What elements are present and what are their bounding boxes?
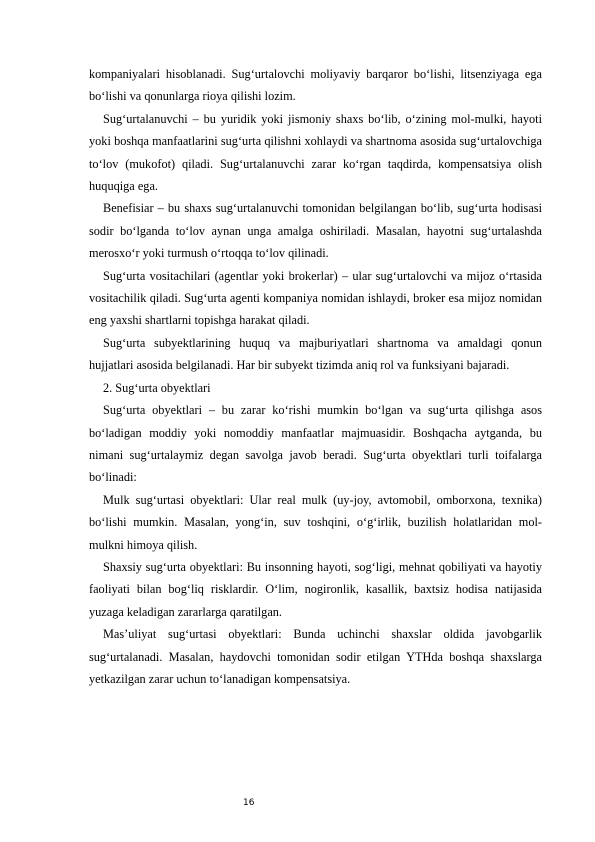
section-heading: 2. Sug‘urta obyektlari [103, 380, 211, 395]
paragraph-insured-party: Sug‘urtalanuvchi – bu yuridik yoki jismoniy shaxs bo‘lib, o‘zining mol-mulki, hayoti yoki boshqa manfaatlarini sug‘urta qilishni xohlaydi va shartnoma asosida sug‘urtalovchiga to‘lov (mukofot) qiladi. Sug‘urtalanuvchi zarar ko‘rgan taqdirda, kompensatsiya olish huquqiga ega. [89, 111, 542, 194]
paragraph-personal-insurance: Shaxsiy sug‘urta obyektlari: Bu insonning hayoti, sog‘ligi, mehnat qobiliyati va hayotiy faoliyati bilan bog‘liq risklardir. O‘lim, nogironlik, kasallik, baxtsiz hodisa natijasida yuzaga keladigan zararlarga qaratilgan. [89, 559, 542, 619]
paragraph-rights-obligations: Sug‘urta subyektlarining huquq va majburiyatlari shartnoma va amaldagi qonun hujjatlari asosida belgilanadi. Har bir subyekt tizimda aniq rol va funksiyani bajaradi. [89, 335, 542, 373]
paragraph-property-insurance: Mulk sug‘urtasi obyektlari: Ular real mulk (uy-joy, avtomobil, omborxona, texnika) bo‘lishi mumkin. Masalan, yong‘in, suv toshqini, o‘g‘irlik, buzilish holatlaridan mol-mulkni himoya qilish. [89, 492, 542, 552]
page-number: 16 [243, 798, 255, 808]
paragraph-liability-insurance: Mas’uliyat sug‘urtasi obyektlari: Bunda uchinchi shaxslar oldida javobgarlik sug‘urtalanadi. Masalan, haydovchi tomonidan sodir etilgan YTHda boshqa shaxslarga yetkazilgan zarar uchun to‘lanadigan kompensatsiya. [89, 627, 542, 686]
paragraph-beneficiary: Benefisiar – bu shaxs sug‘urtalanuvchi tomonidan belgilangan bo‘lib, sug‘urta hodisasi sodir bo‘lganda to‘lov aynan unga amalga oshiriladi. Masalan, hayotni sug‘urtalashda merosxo‘r yoki turmush o‘rtoqqa to‘lov qilinadi. [89, 201, 542, 261]
paragraph-intermediaries: Sug‘urta vositachilari (agentlar yoki brokerlar) – ular sug‘urtalovchi va mijoz o‘rtasida vositachilik qiladi. Sug‘urta agenti kompaniya nomidan ishlaydi, broker esa mijoz nomidan eng yaxshi shartlarni topishga harakat qiladi. [89, 268, 542, 328]
paragraph-continuation: kompaniyalari hisoblanadi. Sug‘urtalovchi moliyaviy barqaror bo‘lishi, litsenziyaga ega bo‘lishi va qonunlarga rioya qilishi lozim. [89, 67, 542, 104]
paragraph-insurance-objects: Sug‘urta obyektlari – bu zarar ko‘rishi mumkin bo‘lgan va sug‘urta qilishga asos bo‘ladigan moddiy yoki nomoddiy manfaatlar majmuasidir. Boshqacha aytganda, bu nimani sug‘urtalaymiz degan savolga javob beradi. Sug‘urta obyektlari turli toifalarga bo‘linadi: [89, 403, 542, 485]
document-body [89, 63, 542, 690]
